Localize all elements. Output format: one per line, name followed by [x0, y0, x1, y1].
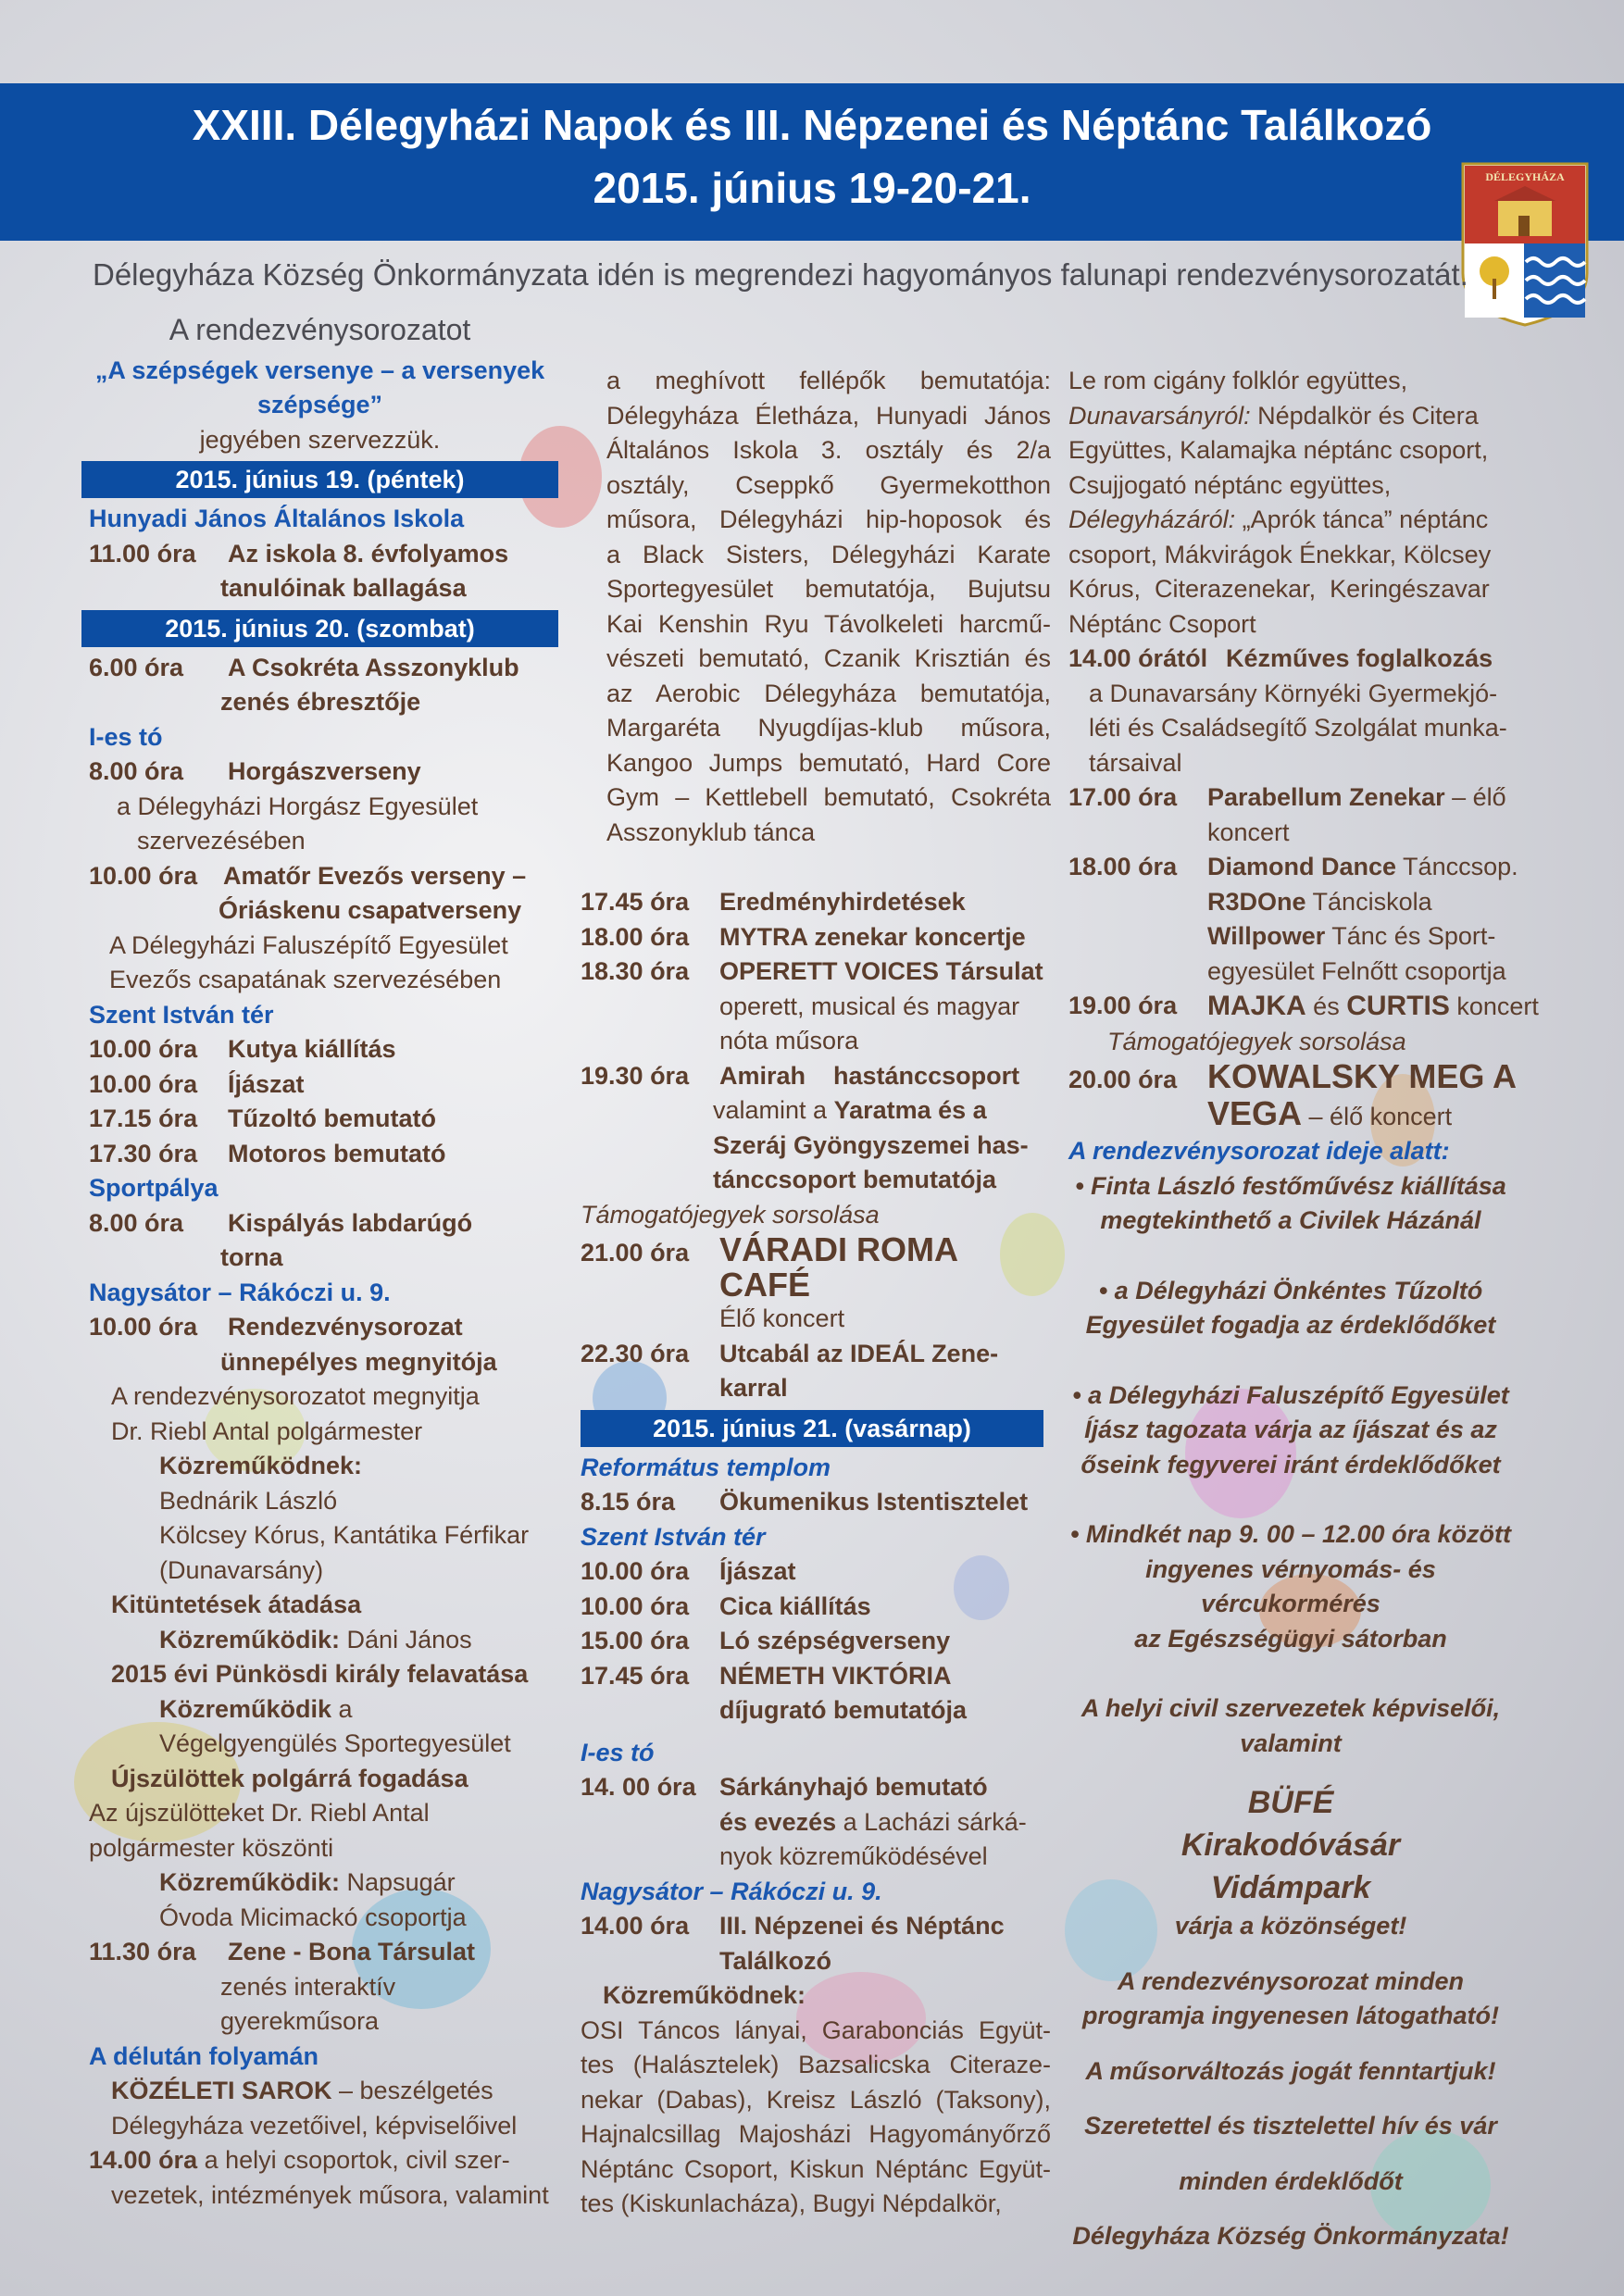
event-title: MAJKA	[1207, 991, 1306, 1021]
program-column-2	[581, 364, 1051, 2222]
event-row	[581, 1232, 1051, 1302]
column-heading: A rendezvénysorozatot	[169, 313, 471, 346]
event-title: Kézműves foglalkozás	[1226, 644, 1493, 672]
closing-text: Szeretettel és tisztelettel hív és vár	[1084, 2112, 1497, 2140]
event-detail: Evezős csapatának szervezésében	[109, 966, 502, 993]
event-time: 10.00 óra	[89, 1313, 198, 1341]
paragraph-line: Kai Kenshin Ryu Távolkeleti harcmű-	[606, 609, 1051, 638]
event-title: torna	[220, 1243, 283, 1271]
event-time: 8.15 óra	[581, 1488, 676, 1516]
event-title: Parabellum Zenekar	[1207, 783, 1445, 811]
event-time: 6.00 óra	[89, 653, 184, 681]
event-title: és evezés	[719, 1807, 837, 1836]
paragraph-line: tes (Halásztelek) Bazsalicska Citeraze-	[581, 2051, 1051, 2078]
event-title: Tűzoltó bemutató	[228, 1104, 436, 1132]
event-title: zenés ébresztője	[220, 688, 421, 716]
event-title: CURTIS	[1346, 991, 1450, 1021]
day-bar-saturday: 2015. június 20. (szombat)	[81, 610, 558, 647]
paragraph-line: Margaréta Nyugdíjas-klub műsora,	[606, 714, 1051, 742]
page-subtitle-dates: 2015. június 19-20-21.	[593, 164, 1031, 212]
event-time: 17.15 óra	[89, 1104, 198, 1132]
event-detail: nyok közreműködésével	[719, 1842, 988, 1870]
event-row	[581, 1554, 1051, 1590]
event-time: 10.00 óra	[89, 1069, 198, 1098]
event-time: 19.30 óra	[581, 1061, 690, 1090]
event-detail: Óvoda Micimackó csoportja	[159, 1903, 467, 1931]
event-row	[1068, 642, 1550, 677]
event-detail-label: Közreműködik:	[159, 1868, 341, 1896]
side-event: Egyesület fogadja az érdeklődőket	[1085, 1311, 1496, 1339]
event-title: KÖZÉLETI SAROK	[111, 2077, 332, 2104]
event-detail: Néptánc Csoport	[1068, 609, 1256, 638]
event-row	[81, 1067, 558, 1103]
event-time: 17.45 óra	[581, 888, 690, 916]
venue-label: Nagysátor – Rákóczi u. 9.	[581, 1877, 882, 1905]
side-events-list	[1068, 1169, 1513, 2254]
event-row	[81, 1935, 558, 1970]
event-row	[581, 1770, 1051, 1805]
motto-line: szépsége”	[256, 391, 383, 418]
event-detail: valamint a	[713, 1096, 834, 1124]
event-detail: a Délegyházi Horgász Egyesület	[117, 792, 479, 820]
crest-label: DÉLEGYHÁZA	[1485, 170, 1565, 183]
day-bar-sunday: 2015. június 21. (vasárnap)	[581, 1410, 1043, 1447]
event-detail: a helyi csoportok, civil szer-	[197, 2146, 510, 2174]
event-time: 8.00 óra	[89, 757, 184, 785]
side-event: Íjász tagozata várja az íjászat és az	[1084, 1416, 1497, 1443]
program-column-1	[81, 313, 558, 2213]
event-title: Kispályás labdarúgó	[228, 1208, 473, 1237]
raffle-note: Támogatójegyek sorsolása	[581, 1200, 880, 1229]
event-title: III. Népzenei és Néptánc	[719, 1912, 1005, 1940]
event-detail: a	[331, 1694, 353, 1723]
event-detail: és	[1305, 992, 1347, 1020]
paragraph-line: a meghívott fellépők bemutatója:	[606, 367, 1051, 394]
intro-text: Délegyháza Község Önkormányzata idén is megrendezi hagyományos falunapi rendezvénysorozatát.	[93, 257, 1468, 292]
motto-line: jegyében szervezzük.	[199, 425, 441, 454]
event-detail: Kórus, Citerazenekar, Keringészavar	[1068, 575, 1490, 603]
event-time: 19.00 óra	[1068, 992, 1178, 1019]
closing-highlight: Vidámpark	[1210, 1870, 1371, 1905]
event-title: Amatőr Evezős verseny –	[223, 861, 527, 890]
paragraph-line: Sportegyesület bemutatója, Bujutsu	[606, 575, 1051, 603]
event-detail: a Dunavarsány Környéki Gyermekjó-	[1089, 679, 1498, 707]
side-event: ingyenes vérnyomás- és vércukormérés	[1145, 1554, 1436, 1617]
event-detail: Dáni János	[340, 1625, 472, 1653]
event-time: 21.00 óra	[581, 1239, 690, 1267]
event-title: OPERETT VOICES Társulat	[719, 957, 1043, 985]
event-title: Cica kiállítás	[719, 1591, 871, 1620]
side-event: • Finta László festőművész kiállítása	[1075, 1171, 1506, 1200]
event-title: Yaratma és a	[833, 1096, 987, 1124]
event-title: Amirah hastánccsoport	[719, 1061, 1020, 1090]
venue-label: Nagysátor – Rákóczi u. 9.	[89, 1278, 391, 1306]
event-time: 10.00 óra	[581, 1557, 690, 1585]
event-row	[81, 1032, 558, 1067]
event-title: VEGA	[1207, 1093, 1303, 1132]
event-title: karral	[719, 1374, 788, 1402]
event-detail: A rendezvénysorozatot megnyitja	[111, 1382, 480, 1410]
event-title: Találkozó	[719, 1946, 832, 1975]
event-title: Rendezvénysorozat	[228, 1313, 463, 1341]
event-row	[581, 1909, 1051, 1944]
event-time: 10.00 óra	[89, 1035, 198, 1063]
venue-label: Szent István tér	[89, 1000, 274, 1029]
event-row	[581, 1337, 1051, 1372]
closing-highlight: BÜFÉ	[1247, 1785, 1334, 1820]
event-detail: Tánccsop.	[1396, 853, 1518, 880]
paragraph-line: Kangoo Jumps bemutató, Hard Core	[606, 748, 1051, 777]
event-time: 14.00 óra	[89, 2146, 198, 2174]
event-title: Zene - Bona Társulat	[228, 1938, 476, 1965]
event-detail: Végelgyengülés Sportegyesület	[159, 1729, 511, 1757]
event-detail: társaival	[1089, 748, 1182, 777]
event-detail: léti és Családsegítő Szolgálat munka-	[1089, 714, 1507, 742]
event-detail: „Aprók tánca” néptánc	[1235, 505, 1489, 533]
side-event: megtekinthető a Civilek Házánál	[1100, 1206, 1481, 1234]
event-detail: Csujjogató néptánc együttes,	[1068, 470, 1392, 499]
event-row	[581, 1059, 1051, 1094]
closing-highlight: Kirakodóvásár	[1181, 1828, 1401, 1863]
event-detail: Dr. Riebl Antal polgármester	[111, 1416, 423, 1445]
day-bar-friday: 2015. június 19. (péntek)	[81, 461, 558, 498]
event-row	[581, 920, 1051, 955]
event-title: Utcabál az IDEÁL Zene-	[719, 1339, 999, 1367]
event-title: VÁRADI ROMA CAFÉ	[719, 1230, 957, 1304]
event-row	[81, 537, 558, 572]
event-title: díjugrató bemutatója	[719, 1696, 968, 1724]
event-detail: vezetek, intézmények műsora, valamint	[111, 2180, 549, 2209]
event-title: ünnepélyes megnyitója	[220, 1347, 497, 1376]
event-title: Íjászat	[228, 1069, 305, 1098]
event-time: 14. 00 óra	[581, 1773, 696, 1801]
closing-text: A helyi civil szervezetek képviselői,	[1081, 1694, 1501, 1722]
event-row	[581, 955, 1051, 990]
motto-line: „A szépségek versenye – a versenyek	[94, 356, 545, 384]
venue-label: I-es tó	[581, 1738, 655, 1766]
event-title: KOWALSKY MEG A	[1207, 1057, 1518, 1095]
closing-text: valamint	[1240, 1728, 1342, 1757]
event-row	[81, 1137, 558, 1172]
town-label: Délegyházáról:	[1068, 505, 1236, 533]
closing-signature: Délegyháza Község Önkormányzata!	[1072, 2222, 1509, 2250]
event-time: 20.00 óra	[1068, 1066, 1178, 1093]
event-title: Eredményhirdetések	[719, 888, 966, 916]
paragraph-line: Hajnalcsillag Majosházi Hagyományőrző	[581, 2120, 1051, 2148]
event-detail: szervezésében	[137, 827, 306, 855]
event-detail: Élő koncert	[719, 1304, 845, 1332]
event-row	[581, 1659, 1051, 1694]
venue-label: Sportpálya	[89, 1174, 219, 1202]
event-title: Willpower	[1207, 922, 1326, 950]
venue-label: Hunyadi János Általános Iskola	[89, 505, 465, 532]
event-title: Ökumenikus Istentisztelet	[719, 1488, 1029, 1516]
paragraph-line: vészeti bemutató, Czanik Krisztián és	[606, 644, 1051, 672]
paragraph-line: műsora, Délegyházi hip-hoposok és	[606, 505, 1051, 533]
event-row	[1068, 1059, 1550, 1098]
event-time: 18.30 óra	[581, 957, 690, 985]
event-row	[1068, 780, 1550, 816]
event-title: R3DOne	[1207, 887, 1306, 916]
event-detail: koncert	[1207, 817, 1290, 846]
event-detail: A Délegyházi Faluszépítő Egyesület	[109, 930, 508, 959]
event-time: 17.45 óra	[581, 1661, 690, 1690]
paragraph-line: Gym – Kettlebell bemutató, Csokréta	[606, 783, 1051, 811]
event-time: 10.00 óra	[581, 1591, 690, 1620]
coat-of-arms-icon	[1461, 162, 1589, 327]
page-title: XXIII. Délegyházi Napok és III. Népzenei és Néptánc Találkozó	[192, 101, 1432, 149]
event-row	[81, 1310, 558, 1345]
venue-label: A délután folyamán	[89, 2041, 319, 2070]
venue-label: Református templom	[581, 1453, 831, 1481]
event-detail: operett, musical és magyar	[719, 992, 1020, 1020]
event-row	[81, 859, 558, 894]
paragraph-line: a Black Sisters, Délegyházi Karate	[606, 540, 1051, 568]
side-event: az Egészségügyi sátorban	[1134, 1624, 1447, 1653]
side-event: • Mindkét nap 9. 00 – 12.00 óra között	[1069, 1520, 1512, 1548]
event-row	[581, 1624, 1051, 1659]
event-row	[581, 1590, 1051, 1625]
event-detail: – beszélgetés	[331, 2077, 493, 2104]
paragraph-line: az Aerobic Délegyháza bemutatója,	[606, 679, 1051, 707]
event-row	[81, 651, 558, 686]
event-time: 8.00 óra	[89, 1208, 184, 1237]
closing-text: várja a közönséget!	[1174, 1912, 1407, 1940]
event-time: 17.00 óra	[1068, 783, 1178, 811]
event-detail: Napsugár	[340, 1868, 456, 1896]
event-detail: Az újszülötteket Dr. Riebl Antal	[89, 1799, 430, 1827]
event-time: 18.00 óra	[1068, 853, 1178, 880]
event-title: 2015 évi Pünkösdi király felavatása	[111, 1660, 529, 1688]
event-time: 15.00 óra	[581, 1627, 690, 1654]
event-detail-label: Közreműködik:	[159, 1625, 341, 1653]
event-detail: Tánc és Sport-	[1325, 922, 1496, 950]
paragraph-line: Általános Iskola 3. osztály és 2/a	[606, 436, 1051, 464]
paragraph-line: Néptánc Csoport, Kiskun Néptánc Együt-	[581, 2154, 1051, 2183]
program-column-3	[1068, 364, 1550, 2254]
event-title: tanulóinak ballagása	[220, 574, 467, 602]
paragraph-line: tes (Kiskunlacháza), Bugyi Népdalkör,	[581, 2190, 1002, 2217]
event-detail: Bednárik László	[159, 1486, 338, 1515]
event-title: Ló szépségverseny	[719, 1627, 951, 1654]
event-title: Horgászverseny	[228, 757, 421, 785]
event-title: Kitüntetések átadása	[111, 1591, 362, 1618]
performers-paragraph	[581, 364, 1051, 850]
paragraph-line: Asszonyklub tánca	[606, 817, 816, 846]
event-detail: Együttes, Kalamajka néptánc csoport,	[1068, 436, 1489, 464]
event-row	[81, 1102, 558, 1137]
event-detail: (Dunavarsány)	[159, 1555, 324, 1584]
event-time: 14.00 óra	[581, 1912, 690, 1940]
event-row	[81, 1206, 558, 1242]
event-time: 17.30 óra	[89, 1139, 198, 1167]
raffle-note: Támogatójegyek sorsolása	[1107, 1027, 1406, 1055]
event-detail: nóta műsora	[719, 1027, 859, 1054]
event-detail: egyesület Felnőtt csoportja	[1207, 956, 1506, 985]
event-time: 10.00 óra	[89, 861, 198, 890]
event-title: Diamond Dance	[1207, 853, 1397, 880]
closing-text: minden érdeklődőt	[1179, 2166, 1403, 2195]
event-title: Szeráj Gyöngyszemei has-	[713, 1130, 1029, 1159]
event-title: Kutya kiállítás	[228, 1035, 396, 1063]
side-event: • a Délegyházi Önkéntes Tűzoltó	[1098, 1276, 1483, 1304]
event-title: A Csokréta Asszonyklub	[228, 653, 519, 681]
event-title: Sárkányhajó bemutató	[719, 1773, 988, 1801]
event-detail: Közreműködnek:	[159, 1452, 363, 1479]
event-detail: Kölcsey Kórus, Kantátika Férfikar	[159, 1521, 530, 1549]
event-detail: zenés interaktív gyerekműsora	[220, 1972, 396, 2035]
side-event: • a Délegyházi Faluszépítő Egyesület	[1072, 1380, 1509, 1409]
closing-text: A műsorváltozás jogát fenntartjuk!	[1085, 2056, 1496, 2085]
event-detail-label: Közreműködik	[159, 1694, 332, 1723]
event-detail: Le rom cigány folklór együttes,	[1068, 367, 1408, 394]
venue-label: Szent István tér	[581, 1522, 766, 1551]
venue-label: I-es tó	[89, 722, 163, 751]
paragraph-line: osztály, Cseppkő Gyermekotthon	[606, 470, 1051, 499]
event-detail: a Lacházi sárká-	[836, 1807, 1027, 1836]
event-title: Óriáskenu csapatverseny	[219, 896, 522, 924]
town-label: Dunavarsányról:	[1068, 401, 1251, 430]
event-detail: polgármester köszönti	[89, 1833, 334, 1862]
event-time: 11.00 óra	[89, 539, 196, 568]
event-detail: – élő koncert	[1302, 1102, 1453, 1130]
event-detail: Tánciskola	[1305, 887, 1432, 916]
event-detail: csoport, Mákvirágok Énekkar, Kölcsey	[1068, 540, 1492, 568]
event-detail: Délegyháza vezetőivel, képviselőivel	[111, 2111, 518, 2140]
event-detail: koncert	[1449, 992, 1539, 1020]
event-row	[581, 885, 1051, 920]
event-time: 11.30 óra	[89, 1938, 196, 1965]
event-detail: – élő	[1444, 783, 1506, 811]
event-title: Motoros bemutató	[228, 1139, 446, 1167]
event-title: MYTRA zenekar koncertje	[719, 922, 1026, 951]
paragraph-line: nekar (Dabas), Kreisz László (Taksony),	[581, 2085, 1051, 2114]
event-title: tánccsoport bemutatója	[713, 1166, 997, 1193]
event-title: Íjászat	[719, 1557, 796, 1585]
event-time: 22.30 óra	[581, 1339, 690, 1367]
event-detail: Népdalkör és Citera	[1250, 401, 1479, 430]
side-event: őseink fegyverei iránt érdeklődőket	[1081, 1450, 1501, 1479]
event-title: Újszülöttek polgárrá fogadása	[111, 1764, 468, 1792]
event-detail-label: Közreműködnek:	[603, 1981, 806, 2009]
event-row	[1068, 850, 1550, 885]
event-title: Az iskola 8. évfolyamos	[228, 539, 509, 568]
closing-text: programja ingyenesen látogatható!	[1081, 2002, 1500, 2029]
closing-text: A rendezvénysorozat minden	[1117, 1966, 1465, 1995]
paragraph-line: Délegyháza Életháza, Hunyadi János	[606, 401, 1051, 430]
event-title: NÉMETH VIKTÓRIA	[719, 1661, 952, 1690]
event-time: 14.00 órától	[1068, 644, 1208, 672]
event-row	[581, 1485, 1051, 1520]
ensembles-paragraph	[581, 2014, 1051, 2222]
event-row	[1068, 989, 1550, 1025]
paragraph-line: OSI Táncos lányai, Garabonciás Együt-	[581, 2015, 1051, 2044]
section-heading: A rendezvénysorozat ideje alatt:	[1068, 1137, 1450, 1165]
event-time: 18.00 óra	[581, 922, 690, 951]
event-row	[81, 755, 558, 790]
